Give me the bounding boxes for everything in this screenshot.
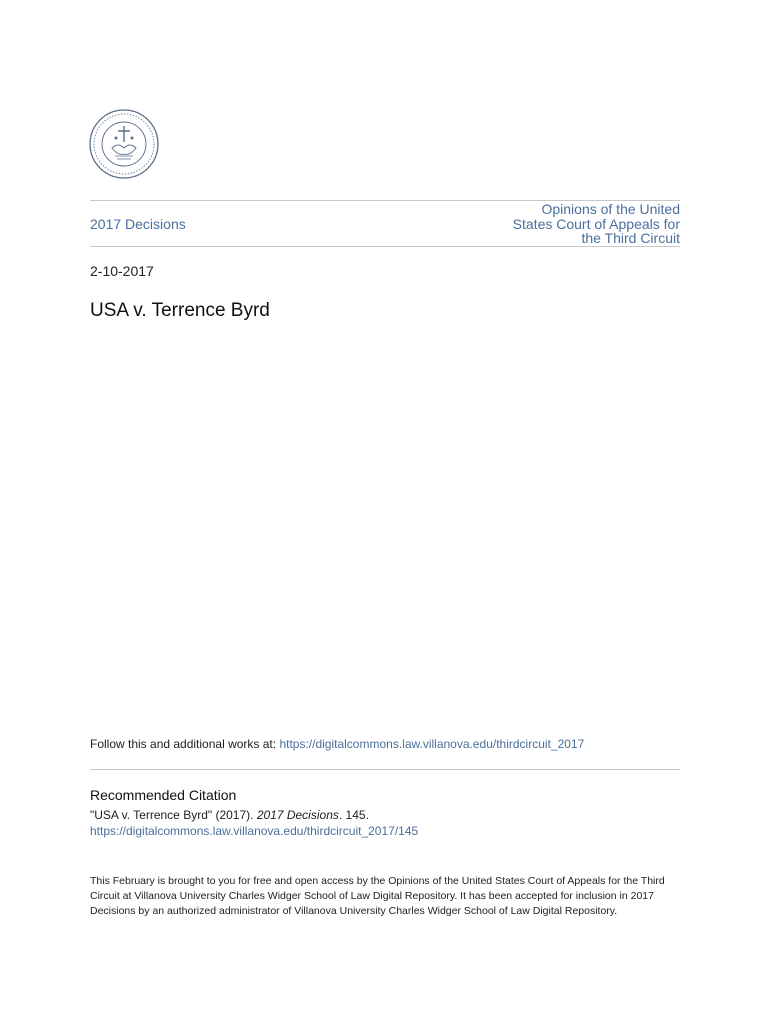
citation-block — [90, 807, 418, 839]
publication-date: 2-10-2017 — [90, 263, 154, 279]
follow-line — [90, 737, 584, 751]
access-disclaimer: This February is brought to you for free and open access by the Opinions of the United States Court of Appeals for the Third Circuit at Villanova University Charles Widger School of Law Digital Repository. It has been accepted for inclusion in 2017 Decisions by an authorized administrator of Villanova University Charles Widger School of Law Digital Repository. — [90, 875, 665, 917]
citation-collection: 2017 Decisions — [256, 808, 339, 822]
citation-url-link[interactable]: https://digitalcommons.law.villanova.edu/thirdcircuit_2017/145 — [90, 824, 419, 838]
header-bottom-rule — [90, 246, 680, 247]
citation-text-after: . 145. — [338, 808, 369, 822]
citation-rule — [90, 769, 680, 770]
collection-link[interactable]: 2017 Decisions — [90, 216, 186, 232]
follow-collection-link[interactable]: https://digitalcommons.law.villanova.edu/thirdcircuit_2017 — [279, 737, 585, 751]
series-link[interactable]: Opinions of the United States Court of Appeals for the Third Circuit — [512, 201, 680, 246]
follow-prefix: Follow this and additional works at: — [90, 737, 280, 751]
recommended-citation-heading: Recommended Citation — [90, 787, 237, 803]
document-title[interactable]: USA v. Terrence Byrd — [90, 300, 270, 321]
university-seal-icon — [88, 108, 160, 180]
citation-text-before: "USA v. Terrence Byrd" (2017). — [90, 808, 257, 822]
